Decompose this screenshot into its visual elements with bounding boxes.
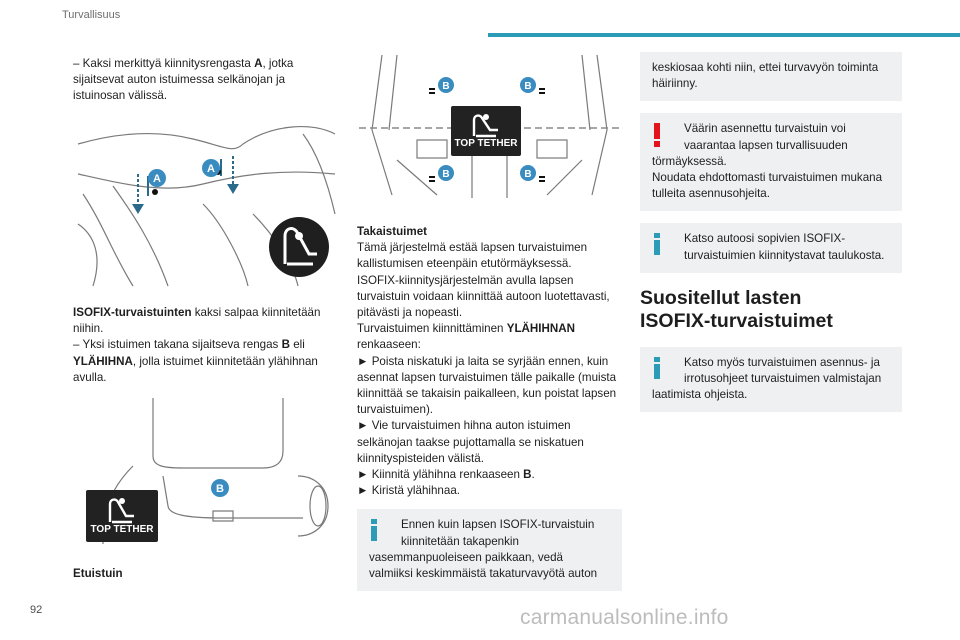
top-tether-icon [102, 494, 142, 524]
rear-p1: Tämä järjestelmä estää lapsen turvaistuimen kallistumisen eteenpäin etutörmäyksessä. [357, 241, 588, 271]
section-heading: Suositellut lasten ISOFIX-turvaistuimet [640, 286, 833, 332]
caption-front-seat: Etuistuin [73, 567, 123, 581]
top-tether-badge-rear [451, 106, 521, 156]
figure-front-seat-anchors [73, 114, 338, 290]
page-number: 92 [30, 604, 43, 616]
column-middle [357, 56, 622, 591]
info-note-isofix-table: Katso autoosi sopivien ISOFIX- turvaistuimien kiinnitystavat taulukosta. [640, 223, 902, 272]
figure-rear-seats-top-tether [357, 50, 622, 200]
top-tether-badge [86, 490, 158, 542]
step-3: ► Kiinnitä ylähihna renkaaseen B. [357, 468, 535, 482]
marker-b-top-left-label: B [442, 81, 450, 92]
watermark: carmanualsonline.info [520, 606, 729, 629]
header-accent-bar [488, 33, 960, 37]
rear-p3: Turvaistuimen kiinnittäminen YLÄHIHNAN renkaaseen: [357, 322, 575, 352]
marker-b-label: B [216, 483, 224, 496]
info-icon [654, 357, 660, 379]
step-1: ► Poista niskatuki ja laita se syrjään ennen, kuin asennat lapsen turvaistuimen tälle paikalle (muista kiinnittää se takaisin paikalleen, kun poistat lapsen turvaistuimen). [357, 354, 617, 417]
column-left [73, 56, 338, 582]
page-header-title: Turvallisuus [62, 9, 121, 21]
seat-illustration [73, 114, 338, 290]
info-note-continued: keskiosaa kohti niin, ettei turvavyön toiminta häiriinny. [640, 52, 902, 101]
marker-a-left-label: A [153, 173, 161, 185]
step-2: ► Vie turvaistuimen hihna auton istuimen selkänojan taakse pujottamalla se niskatuen kiinnityspisteiden välistä. [357, 419, 584, 465]
figure-front-seat-top-tether [73, 396, 338, 546]
info-icon [654, 233, 660, 255]
anchor-a-paragraph: – Kaksi merkittyä kiinnitysrengasta A, jotka sijaitsevat auton istuimessa selkänojan ja istuinosan välissä. [73, 57, 294, 103]
marker-a-right-label: A [207, 163, 215, 175]
rear-p2: ISOFIX-kiinnitysjärjestelmän avulla lapsen turvaistuin voidaan kiinnittää autoon luotettavasti, pitävästi ja nopeasti. [357, 273, 610, 320]
marker-b-bottom-right-label: B [524, 169, 532, 180]
info-note-manufacturer: Katso myös turvaistuimen asennus- ja irrotusohjeet turvaistuimen valmistajan laatimista ohjeista. [640, 347, 902, 413]
isofix-seat-icon [269, 217, 329, 277]
top-tether-label: TOP TETHER [90, 524, 154, 536]
step-4: ► Kiristä ylähihnaa. [357, 484, 460, 498]
isofix-description: ISOFIX-turvaistuinten kaksi salpaa kiinnitetään niihin. – Yksi istuimen takana sijaitseva rengas B eli YLÄHIHNA, jolla istuimet kiinnitetään ylähihnan avulla. [73, 306, 321, 384]
warning-icon [654, 123, 660, 147]
top-tether-label-rear: TOP TETHER [454, 138, 518, 149]
warning-note: Väärin asennettu turvaistuin voi vaarantaa lapsen turvallisuuden törmäyksessä. Noudata ehdottomasti turvaistuimen mukana tulleita asennusohjeita. [640, 113, 902, 211]
top-tether-icon-rear [466, 110, 506, 138]
info-icon [371, 519, 377, 541]
column-right [640, 56, 902, 412]
marker-b-bottom-left-label: B [442, 169, 450, 180]
rear-seats-title: Takaistuimet [357, 225, 428, 238]
info-note-left-seat: Ennen kuin lapsen ISOFIX-turvaistuin kiinnitetään takapenkin vasemmanpuoleiseen paikkaan, vedä valmiiksi keskimmäistä takaturvavyötä auton [357, 509, 622, 591]
marker-b-top-right-label: B [524, 81, 532, 92]
